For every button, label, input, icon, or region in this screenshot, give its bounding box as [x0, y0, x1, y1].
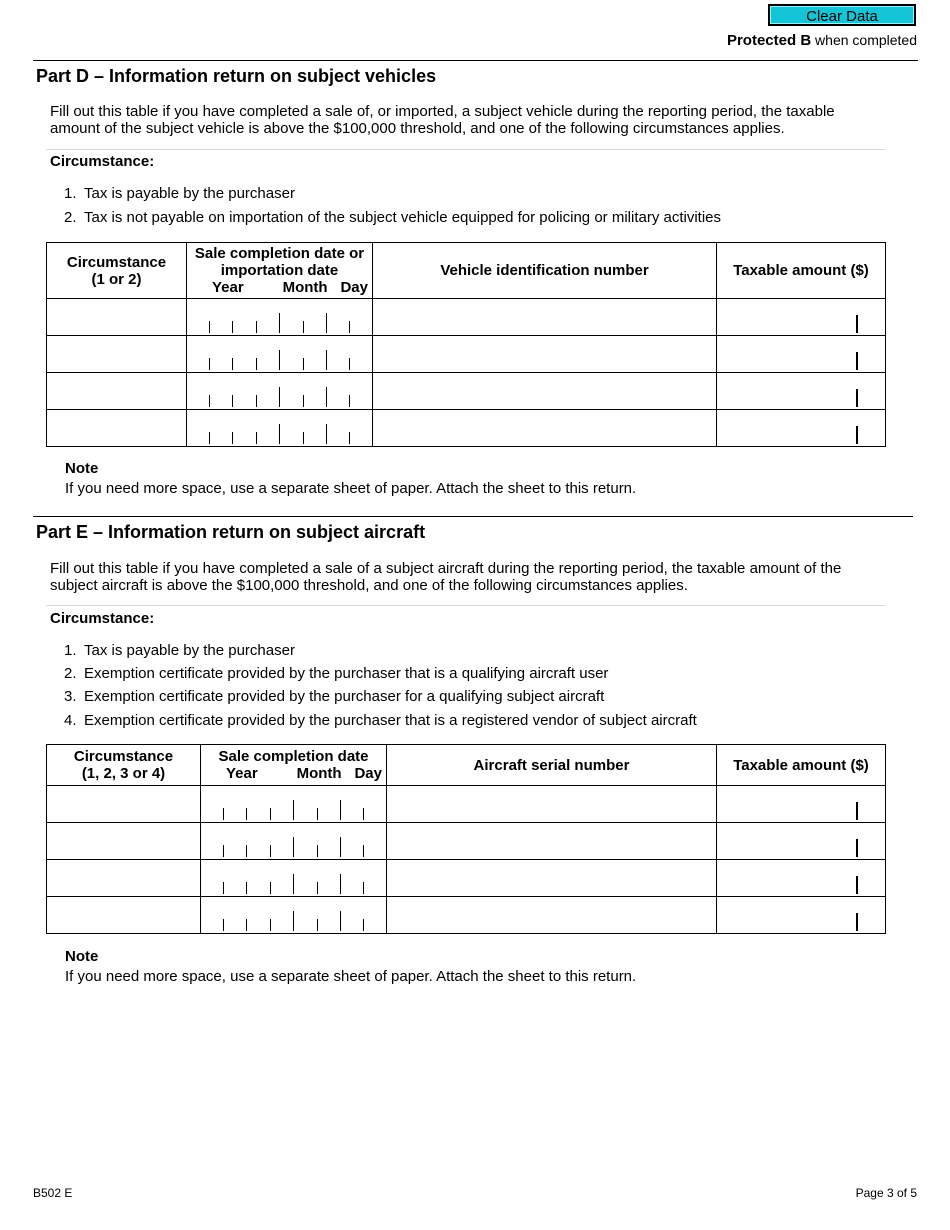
date-cell — [201, 860, 387, 897]
date-subheaders — [201, 765, 386, 782]
decimal-tick — [856, 352, 858, 370]
header-text: (1, 2, 3 or 4) — [81, 765, 166, 782]
decimal-tick — [856, 876, 858, 894]
header-amount: Taxable amount ($) — [717, 745, 886, 786]
circumstance-input[interactable] — [47, 373, 186, 409]
part-d-table — [46, 242, 886, 447]
divider — [46, 605, 885, 606]
part-e-title: Part E – Information return on subject aircraft — [36, 522, 426, 542]
list-number: 2. — [64, 665, 77, 682]
date-tick — [232, 358, 233, 370]
date-tick — [223, 845, 224, 857]
date-tick — [326, 350, 327, 370]
amount-cell — [717, 786, 886, 823]
date-tick — [256, 358, 257, 370]
date-tick — [270, 919, 271, 931]
date-cell — [201, 897, 387, 934]
amount-cell — [717, 823, 886, 860]
date-tick — [232, 432, 233, 444]
amount-input[interactable] — [717, 299, 885, 335]
amount-cell — [717, 336, 886, 373]
amount-input[interactable] — [717, 786, 885, 822]
table-row — [47, 336, 886, 373]
date-tick — [363, 808, 364, 820]
circumstance-input[interactable] — [47, 336, 186, 372]
list-number: 4. — [64, 712, 77, 729]
date-tick — [279, 313, 280, 333]
divider — [33, 516, 913, 517]
date-tick — [363, 919, 364, 931]
date-ticks — [187, 410, 372, 446]
date-cell — [187, 336, 373, 373]
date-tick — [246, 845, 247, 857]
date-tick — [223, 808, 224, 820]
id-cell — [373, 299, 717, 336]
date-tick — [270, 808, 271, 820]
table-header-row — [47, 745, 886, 786]
header-date — [187, 243, 373, 299]
form-code: B502 E — [33, 1186, 73, 1200]
id-input[interactable] — [387, 823, 716, 859]
date-tick — [293, 800, 294, 820]
header-text: Sale completion date or — [194, 245, 365, 262]
table-row — [47, 823, 886, 860]
date-tick — [246, 882, 247, 894]
date-tick — [349, 432, 350, 444]
part-e-note-heading: Note — [65, 948, 99, 965]
date-ticks — [201, 786, 386, 822]
header-year: Year — [226, 765, 258, 782]
id-input[interactable] — [387, 897, 716, 933]
part-e-note-text: If you need more space, use a separate sheet of paper. Attach the sheet to this return. — [65, 968, 637, 985]
header-date — [201, 745, 387, 786]
date-tick — [326, 313, 327, 333]
amount-cell — [717, 897, 886, 934]
date-tick — [317, 845, 318, 857]
date-tick — [279, 350, 280, 370]
date-tick — [209, 358, 210, 370]
circumstance-input[interactable] — [47, 897, 200, 933]
table-row — [47, 897, 886, 934]
part-e-circumstance-label: Circumstance: — [50, 610, 155, 627]
list-number: 1. — [64, 185, 77, 202]
part-e-circumstance-item — [64, 665, 608, 682]
date-tick — [317, 808, 318, 820]
date-tick — [270, 845, 271, 857]
date-tick — [270, 882, 271, 894]
part-d-note-text: If you need more space, use a separate sheet of paper. Attach the sheet to this return. — [65, 480, 637, 497]
decimal-tick — [856, 913, 858, 931]
date-tick — [363, 845, 364, 857]
date-tick — [223, 882, 224, 894]
part-e-circumstance-item — [64, 688, 604, 705]
circumstance-input[interactable] — [47, 823, 200, 859]
date-tick — [246, 808, 247, 820]
date-tick — [293, 874, 294, 894]
date-tick — [209, 321, 210, 333]
circumstance-cell — [47, 336, 187, 373]
date-tick — [256, 432, 257, 444]
date-tick — [349, 358, 350, 370]
date-tick — [340, 911, 341, 931]
id-input[interactable] — [373, 299, 716, 335]
date-ticks — [201, 897, 386, 933]
date-cell — [187, 299, 373, 336]
decimal-tick — [856, 839, 858, 857]
decimal-tick — [856, 389, 858, 407]
date-cell — [201, 823, 387, 860]
decimal-tick — [856, 802, 858, 820]
amount-input[interactable] — [717, 410, 885, 446]
decimal-tick — [856, 426, 858, 444]
date-tick — [340, 800, 341, 820]
table-row — [47, 410, 886, 447]
circumstance-input[interactable] — [47, 410, 186, 446]
page-number: Page 3 of 5 — [855, 1186, 917, 1200]
table-row — [47, 373, 886, 410]
part-d-title: Part D – Information return on subject vehicles — [36, 66, 437, 86]
list-text: Tax is payable by the purchaser — [84, 185, 295, 202]
part-e-table — [46, 744, 886, 934]
header-circumstance — [47, 745, 201, 786]
id-cell — [373, 336, 717, 373]
date-tick — [223, 919, 224, 931]
header-day: Day — [354, 765, 382, 782]
list-number: 1. — [64, 642, 77, 659]
id-cell — [387, 897, 717, 934]
id-cell — [387, 786, 717, 823]
header-text: Circumstance — [73, 748, 174, 765]
amount-input[interactable] — [717, 860, 885, 896]
date-tick — [340, 874, 341, 894]
list-text: Exemption certificate provided by the purchaser that is a registered vendor of subject aircraft — [84, 712, 697, 729]
date-tick — [279, 387, 280, 407]
id-cell — [387, 823, 717, 860]
date-tick — [340, 837, 341, 857]
date-tick — [232, 321, 233, 333]
list-text: Tax is not payable on importation of the subject vehicle equipped for policing or military activities — [84, 209, 722, 226]
table-row — [47, 299, 886, 336]
list-number: 3. — [64, 688, 77, 705]
header-vin: Vehicle identification number — [373, 243, 717, 299]
date-tick — [246, 919, 247, 931]
circumstance-cell — [47, 299, 187, 336]
header-month: Month — [296, 765, 342, 782]
date-tick — [303, 432, 304, 444]
part-d-circumstance-item — [64, 209, 721, 226]
amount-input[interactable] — [717, 823, 885, 859]
date-tick — [363, 882, 364, 894]
date-cell — [187, 373, 373, 410]
amount-input[interactable] — [717, 897, 885, 933]
date-tick — [349, 395, 350, 407]
date-tick — [256, 395, 257, 407]
id-input[interactable] — [387, 860, 716, 896]
amount-cell — [717, 860, 886, 897]
date-tick — [256, 321, 257, 333]
part-d-circumstance-label: Circumstance: — [50, 153, 155, 170]
circumstance-cell — [47, 860, 201, 897]
id-input[interactable] — [373, 410, 716, 446]
id-cell — [387, 860, 717, 897]
date-subheaders — [187, 279, 372, 296]
date-ticks — [201, 860, 386, 896]
header-circumstance — [47, 243, 187, 299]
circumstance-cell — [47, 897, 201, 934]
header-text: Sale completion date — [218, 748, 369, 765]
decimal-tick — [856, 315, 858, 333]
header-text: importation date — [220, 262, 339, 279]
date-tick — [317, 919, 318, 931]
header-serial: Aircraft serial number — [387, 745, 717, 786]
circumstance-cell — [47, 823, 201, 860]
table-row — [47, 860, 886, 897]
header-text: Circumstance — [66, 253, 167, 271]
clear-data-button[interactable]: Clear Data — [768, 4, 916, 26]
date-tick — [293, 837, 294, 857]
list-text: Exemption certificate provided by the purchaser that is a qualifying aircraft user — [84, 665, 609, 682]
date-ticks — [201, 823, 386, 859]
header-day: Day — [340, 279, 368, 296]
date-cell — [201, 786, 387, 823]
date-tick — [326, 387, 327, 407]
list-text: Exemption certificate provided by the purchaser for a qualifying subject aircraft — [84, 688, 605, 705]
protected-label — [727, 32, 917, 49]
amount-cell — [717, 299, 886, 336]
list-text: Tax is payable by the purchaser — [84, 642, 295, 659]
date-cell — [187, 410, 373, 447]
date-tick — [303, 395, 304, 407]
circumstance-cell — [47, 410, 187, 447]
part-d-intro: Fill out this table if you have completed a sale of, or imported, a subject vehicle during the reporting period, the taxable amount of the subject vehicle is above the $100,000 threshold, and one of the following circumstances applies. — [50, 103, 835, 137]
protected-suffix: when completed — [815, 32, 917, 48]
header-month: Month — [282, 279, 328, 296]
circumstance-cell — [47, 786, 201, 823]
part-e-circumstance-item — [64, 642, 295, 659]
divider — [46, 149, 885, 150]
date-ticks — [187, 336, 372, 372]
circumstance-cell — [47, 373, 187, 410]
id-input[interactable] — [373, 373, 716, 409]
date-tick — [209, 432, 210, 444]
date-tick — [303, 321, 304, 333]
id-cell — [373, 410, 717, 447]
id-cell — [373, 373, 717, 410]
date-tick — [293, 911, 294, 931]
id-input[interactable] — [387, 786, 716, 822]
date-ticks — [187, 373, 372, 409]
date-ticks — [187, 299, 372, 335]
divider — [33, 60, 918, 61]
table-row — [47, 786, 886, 823]
amount-input[interactable] — [717, 336, 885, 372]
header-year: Year — [212, 279, 244, 296]
circumstance-input[interactable] — [47, 860, 200, 896]
date-tick — [209, 395, 210, 407]
part-d-note-heading: Note — [65, 460, 99, 477]
header-text: (1 or 2) — [91, 270, 142, 288]
circumstance-input[interactable] — [47, 299, 186, 335]
date-tick — [326, 424, 327, 444]
date-tick — [317, 882, 318, 894]
part-e-circumstance-item — [64, 712, 697, 729]
amount-input[interactable] — [717, 373, 885, 409]
header-amount: Taxable amount ($) — [717, 243, 886, 299]
date-tick — [303, 358, 304, 370]
part-e-intro: Fill out this table if you have completed a sale of a subject aircraft during the reporting period, the taxable amount of the subject aircraft is above the $100,000 threshold, and one of the following circumstances applies. — [50, 560, 842, 594]
protected-bold: Protected B — [726, 32, 812, 49]
date-tick — [279, 424, 280, 444]
amount-cell — [717, 410, 886, 447]
date-tick — [232, 395, 233, 407]
id-input[interactable] — [373, 336, 716, 372]
date-tick — [349, 321, 350, 333]
amount-cell — [717, 373, 886, 410]
part-d-circumstance-item — [64, 185, 295, 202]
list-number: 2. — [64, 209, 77, 226]
table-header-row — [47, 243, 886, 299]
circumstance-input[interactable] — [47, 786, 200, 822]
